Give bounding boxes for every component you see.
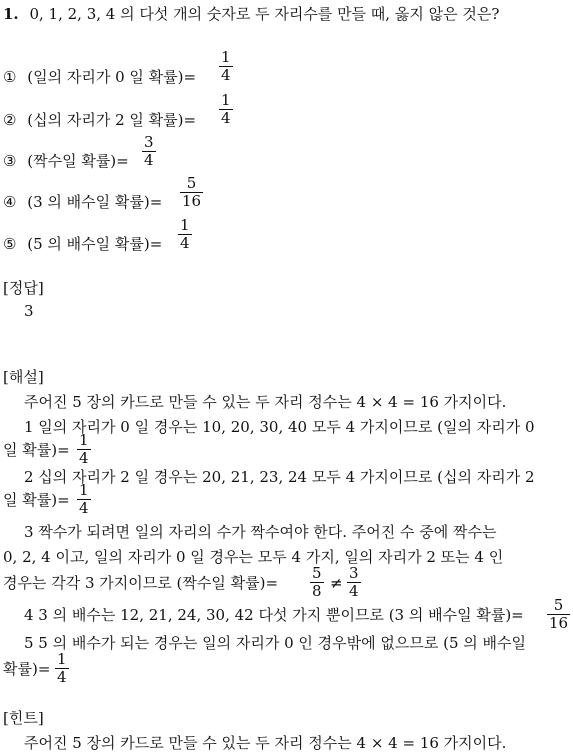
question-text: 0, 1, 2, 3, 4 의 다섯 개의 숫자로 두 자리수를 만들 때, 옳지 않은 것은? bbox=[29, 5, 500, 23]
option-fraction: 5 16 bbox=[182, 174, 202, 210]
explanation-intro: 주어진 5 장의 카드로 만들 수 있는 두 자리 정수는 4 × 4 = 16 가지이다. bbox=[24, 393, 507, 411]
explanation-p3-fraction-2: 3 4 bbox=[349, 564, 359, 600]
question-number: 1. bbox=[3, 5, 19, 23]
hint-text: 주어진 5 장의 카드로 만들 수 있는 두 자리 정수는 4 × 4 = 16 가지이다. bbox=[24, 734, 507, 752]
explanation-p2-line2: 일 확률)= bbox=[3, 491, 70, 509]
option-text: (3 의 배수일 확률)= bbox=[27, 193, 163, 211]
option-marker: ② bbox=[3, 111, 17, 129]
explanation-p2-fraction: 1 4 bbox=[79, 481, 89, 517]
option-fraction: 1 4 bbox=[221, 48, 231, 84]
option-text: (짝수일 확률)= bbox=[27, 152, 129, 170]
answer-label: [정답] bbox=[3, 279, 44, 297]
explanation-p1-fraction: 1 4 bbox=[79, 431, 89, 467]
option-marker: ⑤ bbox=[3, 235, 17, 253]
option-fraction: 1 4 bbox=[221, 91, 231, 127]
option-marker: ① bbox=[3, 68, 17, 86]
explanation-p3-line1: 3 짝수가 되려면 일의 자리의 수가 짝수여야 한다. 주어진 수 중에 짝수는 bbox=[24, 523, 497, 541]
explanation-p5-line1: 5 5 의 배수가 되는 경우는 일의 자리가 0 인 경우밖에 없으므로 (5 의 배수일 bbox=[24, 634, 527, 652]
explanation-p2-line1: 2 십의 자리가 2 일 경우는 20, 21, 23, 24 모두 4 가지이므로 (십의 자리가 2 bbox=[24, 468, 535, 486]
option-marker: ④ bbox=[3, 193, 17, 211]
option-text: (일의 자리가 0 일 확률)= bbox=[27, 68, 197, 86]
explanation-p1-line1: 1 일의 자리가 0 일 경우는 10, 20, 30, 40 모두 4 가지이므로 (일의 자리가 0 bbox=[24, 418, 535, 436]
explanation-p3-fraction-1: 5 8 bbox=[312, 564, 322, 600]
question bbox=[3, 5, 499, 23]
explanation-p4-line1: 4 3 의 배수는 12, 21, 24, 30, 42 다섯 가지 뿐이므로 (3 의 배수일 확률)= bbox=[24, 606, 524, 624]
explanation-p3-line2: 0, 2, 4 이고, 일의 자리가 0 일 경우는 모두 4 가지, 일의 자리가 2 또는 4 인 bbox=[3, 548, 504, 566]
hint-label: [힌트] bbox=[3, 709, 44, 727]
option-fraction: 1 4 bbox=[180, 216, 190, 252]
option-marker: ③ bbox=[3, 152, 17, 170]
explanation-p5-fraction: 1 4 bbox=[57, 650, 67, 686]
option-text: (십의 자리가 2 일 확률)= bbox=[27, 111, 197, 129]
explanation-label: [해설] bbox=[3, 368, 44, 386]
explanation-p5-line2: 확률)= bbox=[3, 660, 51, 678]
not-equal-sign: ≠ bbox=[330, 574, 343, 592]
explanation-p4-fraction: 5 16 bbox=[549, 596, 569, 632]
option-text: (5 의 배수일 확률)= bbox=[27, 235, 163, 253]
explanation-p3-line3: 경우는 각각 3 가지이므로 (짝수일 확률)= bbox=[3, 574, 279, 592]
answer-value: 3 bbox=[24, 302, 34, 320]
option-fraction: 3 4 bbox=[144, 133, 154, 169]
explanation-p1-line2: 일 확률)= bbox=[3, 441, 70, 459]
